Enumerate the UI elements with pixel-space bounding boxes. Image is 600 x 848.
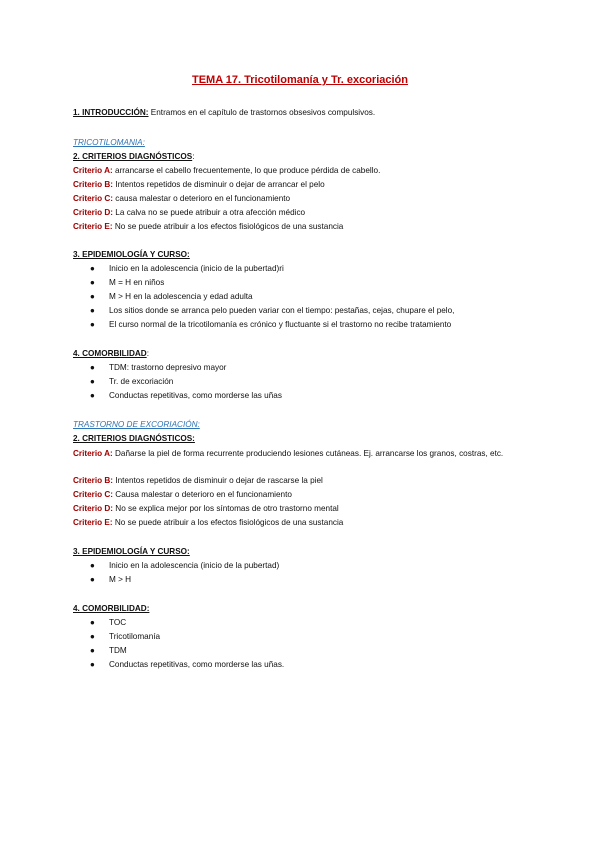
text-span: Causa malestar o deterioro en el funcionamiento [113,490,292,499]
trico-heading: TRICOTILOMANIA: [73,138,145,147]
text-span: Criterio D: [73,504,114,513]
bullet-icon: ● [90,377,95,386]
excor-criterio-d [73,503,339,514]
text-span: arrancarse el cabello frecuentemente, lo que produce pérdida de cabello. [112,166,381,175]
text-span: Inicio en la adolescencia (inicio de la pubertad)ri [109,264,284,273]
excor-criterios-heading: 2. CRITERIOS DIAGNÓSTICOS: [73,434,195,443]
list-item [90,376,173,387]
list-item [90,560,279,571]
excor-epi-heading: 3. EPIDEMIOLOGÍA Y CURSO: [73,547,190,556]
text-span: Inicio en la adolescencia (inicio de la pubertad) [109,561,280,570]
text-span: TOC [109,618,127,627]
text-span: : [146,349,149,358]
text-span: No se puede atribuir a los efectos fisiológicos de una sustancia [112,222,344,231]
text-span: Los sitios donde se arranca pelo pueden variar con el tiempo: pestañas, cejas, chupare el pelo, [109,306,455,315]
bullet-icon: ● [90,363,95,372]
text-span: Tricotilomanía [109,632,161,641]
excor-criterio-b [73,475,323,486]
document-title: TEMA 17. Tricotilomanía y Tr. excoriación [192,74,408,86]
text-span: TDM [109,646,127,655]
text-span: Criterio E: [73,518,113,527]
text-span: El curso normal de la tricotilomanía es crónico y fluctuante si el trastorno no recibe tratamiento [109,320,452,329]
excor-criterio-e [73,517,343,528]
text-span: Criterio D: [73,208,114,217]
trico-epi-heading: 3. EPIDEMIOLOGÍA Y CURSO: [73,250,190,259]
text-span: : [192,152,195,161]
text-span: 4. COMORBILIDAD [73,349,147,358]
trico-criterio-d [73,207,305,218]
text-span: TDM: trastorno depresivo mayor [109,363,227,372]
excor-criterio-a [73,447,528,461]
trico-criterio-a [73,165,380,176]
text-span: Dañarse la piel de forma recurrente produciendo lesiones cutáneas. Ej. arrancarse los granos, costras, etc. [112,449,504,458]
text-span: No se puede atribuir a los efectos fisiológicos de una sustancia [112,518,344,527]
text-span: No se explica mejor por los síntomas de otro trastorno mental [113,504,339,513]
text-span: 2. CRITERIOS DIAGNÓSTICOS [73,152,193,161]
bullet-icon: ● [90,292,95,301]
bullet-icon: ● [90,632,95,641]
excor-comor-heading: 4. COMORBILIDAD: [73,604,150,613]
list-item [90,631,160,642]
trico-criterios-heading [73,151,194,162]
bullet-icon: ● [90,264,95,273]
list-item [90,659,284,670]
list-item [90,617,126,628]
trico-criterio-e [73,221,343,232]
bullet-icon: ● [90,575,95,584]
bullet-icon: ● [90,618,95,627]
text-span: Criterio E: [73,222,113,231]
intro-text: Entramos en el capítulo de trastornos obsesivos compulsivos. [148,108,376,117]
intro-label: 1. INTRODUCCIÓN: [73,108,149,117]
text-span: Intentos repetidos de disminuir o dejar de arrancar el pelo [113,180,325,189]
bullet-icon: ● [90,320,95,329]
list-item [90,362,226,373]
text-span: Criterio A: [73,449,113,458]
list-item [90,305,454,316]
text-span: M > H en la adolescencia y edad adulta [109,292,253,301]
bullet-icon: ● [90,306,95,315]
text-span: Criterio C: [73,490,114,499]
intro-paragraph [73,107,375,118]
bullet-icon: ● [90,660,95,669]
excor-criterio-c [73,489,292,500]
bullet-icon: ● [90,646,95,655]
list-item [90,291,253,302]
bullet-icon: ● [90,278,95,287]
text-span: La calva no se puede atribuir a otra afección médico [113,208,306,217]
list-item [90,390,282,401]
list-item [90,574,131,585]
text-span: Criterio A: [73,166,113,175]
trico-criterio-b [73,179,325,190]
text-span: Criterio C: [73,194,114,203]
text-span: causa malestar o deterioro en el funcionamiento [113,194,291,203]
text-span: Tr. de excoriación [109,377,174,386]
list-item [90,277,164,288]
trico-criterio-c [73,193,290,204]
bullet-icon: ● [90,561,95,570]
text-span: Criterio B: [73,180,114,189]
list-item [90,645,127,656]
text-span: M = H en niños [109,278,165,287]
text-span: M > H [109,575,132,584]
text-span: Conductas repetitivas, como morderse las uñas [109,391,282,400]
text-span: Criterio B: [73,476,114,485]
excor-heading: TRASTORNO DE EXCORIACIÓN: [73,420,200,429]
list-item [90,319,451,330]
text-span: Conductas repetitivas, como morderse las uñas. [109,660,285,669]
trico-comor-heading [73,348,149,359]
text-span: Intentos repetidos de disminuir o dejar de rascarse la piel [113,476,323,485]
bullet-icon: ● [90,391,95,400]
list-item [90,263,284,274]
